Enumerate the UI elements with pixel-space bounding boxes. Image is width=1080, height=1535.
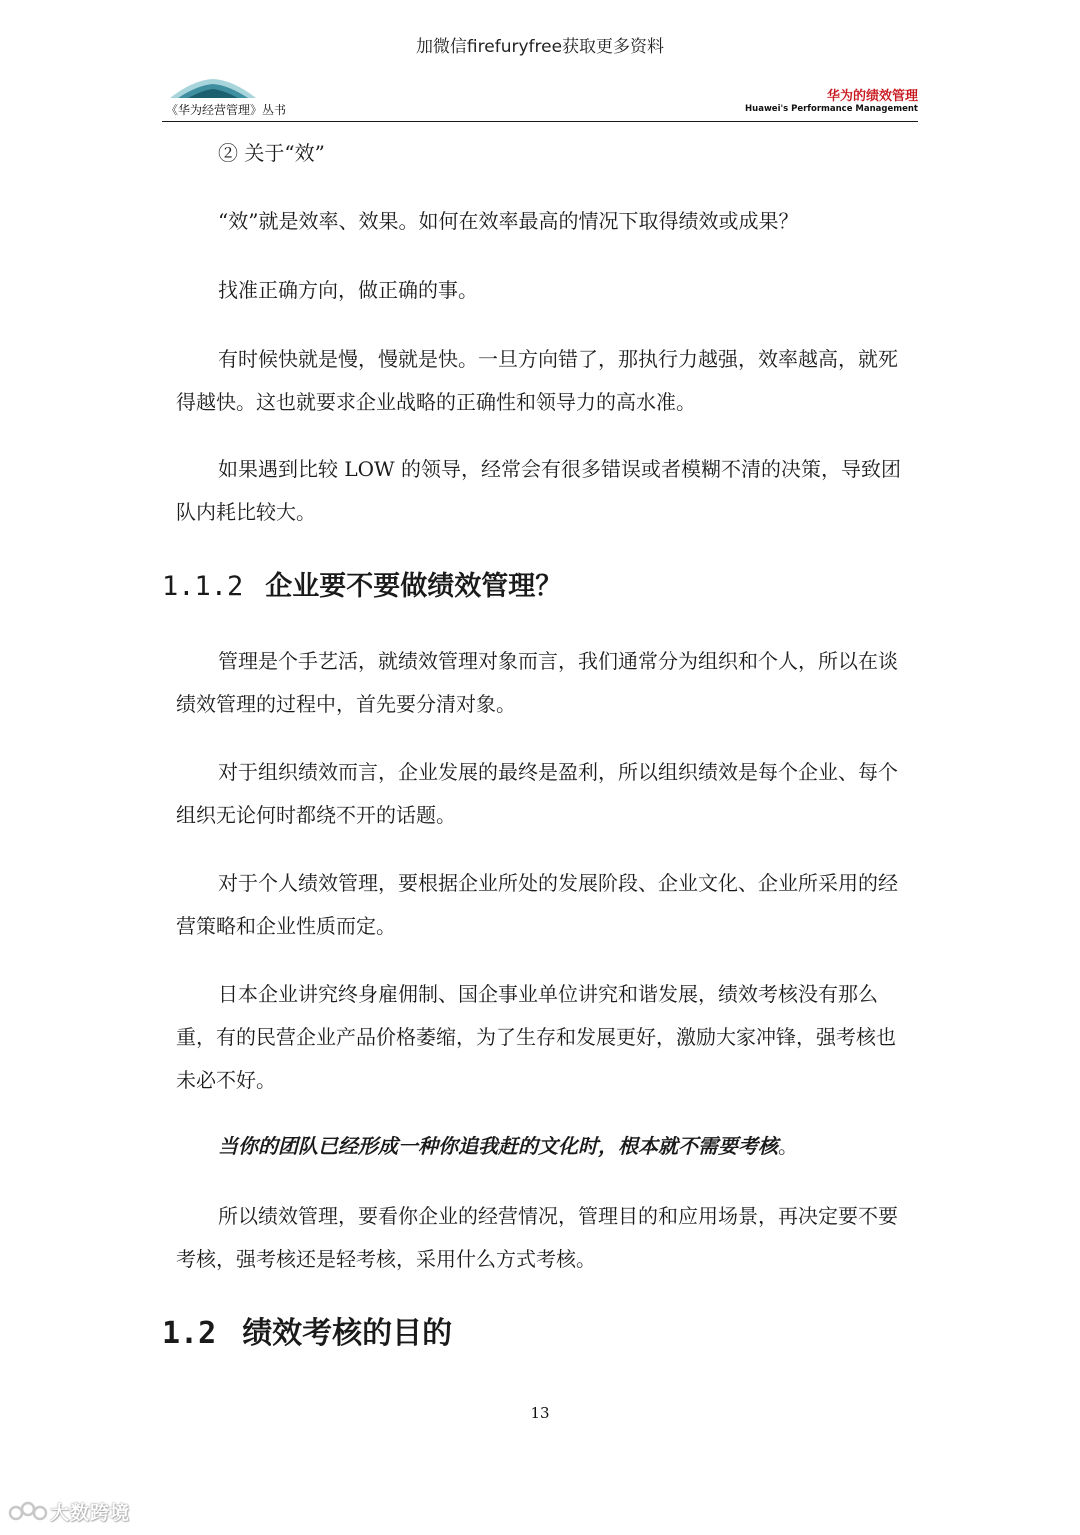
watermark-text: 大数跨境	[50, 1501, 131, 1524]
sub-item-heading: ② 关于“效”	[218, 141, 325, 165]
section-title: 绩效考核的目的	[242, 1316, 453, 1351]
paragraph: 找准正确方向，做正确的事。	[218, 278, 478, 302]
paragraph-end: 。	[778, 1134, 798, 1158]
paragraph: “效”就是效率、效果。如何在效率最高的情况下取得绩效或成果？	[218, 209, 799, 233]
paragraph: 对于组织绩效而言，企业发展的最终是盈利，所以组织绩效是每个企业、每个组织无论何时都绕不开的话题。	[176, 760, 898, 827]
watermark-logo-icon	[8, 1499, 48, 1523]
section-title: 企业要不要做绩效管理？	[265, 571, 563, 602]
paragraph: 如果遇到比较 LOW 的领导，经常会有很多错误或者模糊不清的决策，导致团队内耗比较大。	[176, 457, 901, 524]
header-divider	[162, 121, 918, 123]
paragraph: 所以绩效管理，要看你企业的经营情况，管理目的和应用场景，再决定要不要考核，强考核还是轻考核，采用什么方式考核。	[176, 1204, 898, 1271]
mountain-logo-icon	[168, 76, 258, 100]
section-number: 1.1.2	[162, 571, 244, 602]
series-title: 《华为经营管理》丛书	[166, 103, 287, 117]
brand-title-cn: 华为的绩效管理	[826, 89, 918, 104]
emphasis-paragraph	[176, 1125, 908, 1168]
page-header	[162, 76, 918, 122]
page-number: 13	[530, 1404, 550, 1422]
brand-block	[745, 89, 918, 115]
watermark	[8, 1496, 130, 1526]
section-heading-1-2	[162, 1312, 452, 1356]
emphasized-text: 当你的团队已经形成一种你追我赶的文化时，根本就不需要考核	[218, 1134, 778, 1158]
paragraph: 有时候快就是慢，慢就是快。一旦方向错了，那执行力越强，效率越高，就死得越快。这也就要求企业战略的正确性和领导力的高水准。	[176, 347, 898, 414]
paragraph: 管理是个手艺活，就绩效管理对象而言，我们通常分为组织和个人，所以在谈绩效管理的过程中，首先要分清对象。	[176, 649, 898, 716]
section-number: 1.2	[162, 1316, 217, 1351]
paragraph: 日本企业讲究终身雇佣制、国企事业单位讲究和谐发展，绩效考核没有那么重，有的民营企业产品价格萎缩，为了生存和发展更好，激励大家冲锋，强考核也未必不好。	[176, 982, 896, 1092]
section-heading-1-1-2	[162, 567, 562, 607]
top-note: 加微信firefuryfree获取更多资料	[415, 37, 665, 57]
brand-title-en: Huawei's Performance Management	[745, 104, 918, 114]
paragraph: 对于个人绩效管理，要根据企业所处的发展阶段、企业文化、企业所采用的经营策略和企业性质而定。	[176, 871, 898, 938]
